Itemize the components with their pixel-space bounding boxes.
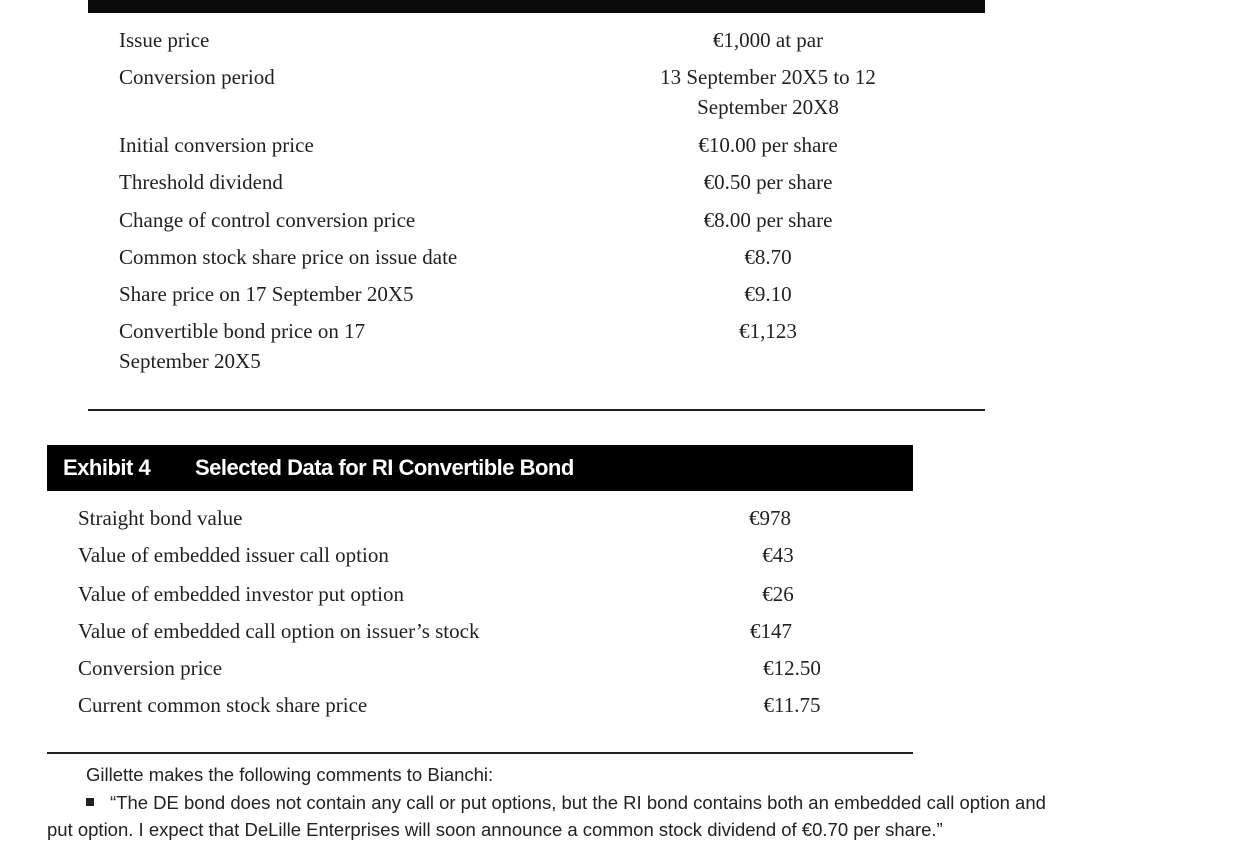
exhibit3-value-threshold-dividend: €0.50 per share: [703, 170, 833, 194]
exhibit3-bottom-rule: [88, 409, 985, 411]
bullet-icon: [86, 798, 94, 806]
exhibit3-label-bond-price-line2: September 20X5: [119, 349, 261, 373]
exhibit3-value-bond-price: €1,123: [739, 319, 797, 343]
exhibit4-label-issuer-call: Value of embedded issuer call option: [78, 543, 389, 567]
exhibit4-title: Selected Data for RI Convertible Bond: [195, 455, 574, 480]
exhibit3-header-bar: [88, 0, 985, 13]
exhibit3-value-initial-conversion-price: €10.00 per share: [698, 133, 838, 157]
exhibit3-value-conversion-period-line2: September 20X8: [697, 95, 839, 119]
exhibit4-label-straight-bond: Straight bond value: [78, 506, 243, 530]
exhibit3-label-threshold-dividend: Threshold dividend: [119, 170, 283, 194]
exhibit4-header: [47, 445, 913, 491]
exhibit4-value-straight-bond: €978: [749, 506, 791, 530]
comments-bullet-line2: put option. I expect that DeLille Enterprises will soon announce a common stock dividend of €0.70 per share.”: [47, 819, 943, 840]
exhibit4-label-investor-put: Value of embedded investor put option: [78, 582, 405, 606]
exhibit3-label-initial-conversion-price: Initial conversion price: [119, 133, 314, 157]
exhibit4-label-conversion-price: Conversion price: [78, 656, 223, 680]
exhibit3-label-issue-price: Issue price: [119, 28, 210, 52]
exhibit3-label-bond-price-line1: Convertible bond price on 17: [119, 319, 366, 343]
comments-bullet-line1: [86, 789, 1046, 816]
exhibit3-value-conversion-period-line1: 13 September 20X5 to 12: [660, 65, 876, 89]
exhibit3-label-change-of-control: Change of control conversion price: [119, 208, 416, 232]
comments-intro: Gillette makes the following comments to Bianchi:: [86, 764, 494, 785]
exhibit4-label-current-share-price: Current common stock share price: [78, 693, 368, 717]
exhibit3-label-share-price-issue: Common stock share price on issue date: [119, 245, 458, 269]
exhibit3-value-issue-price: €1,000 at par: [712, 28, 824, 52]
exhibit3-value-share-price-issue: €8.70: [744, 245, 792, 269]
comments-bullet-text: “The DE bond does not contain any call or put options, but the RI bond contains both an embedded call option and: [110, 792, 1046, 813]
exhibit3-label-conversion-period: Conversion period: [119, 65, 275, 89]
exhibit4-value-conversion-price: €12.50: [763, 656, 821, 680]
exhibit3-label-share-price-17sep: Share price on 17 September 20X5: [119, 282, 414, 306]
exhibit4-value-investor-put: €26: [762, 582, 794, 606]
exhibit4-value-call-on-stock: €147: [750, 619, 792, 643]
exhibit3-value-change-of-control: €8.00 per share: [703, 208, 833, 232]
exhibit4-number: Exhibit 4: [63, 455, 151, 480]
exhibit3-value-share-price-17sep: €9.10: [744, 282, 792, 306]
exhibit4-bottom-rule: [47, 752, 913, 754]
exhibit4-value-current-share-price: €11.75: [763, 693, 821, 717]
exhibit4-value-issuer-call: €43: [762, 543, 794, 567]
exhibit4-label-call-on-stock: Value of embedded call option on issuer’s stock: [78, 619, 480, 643]
